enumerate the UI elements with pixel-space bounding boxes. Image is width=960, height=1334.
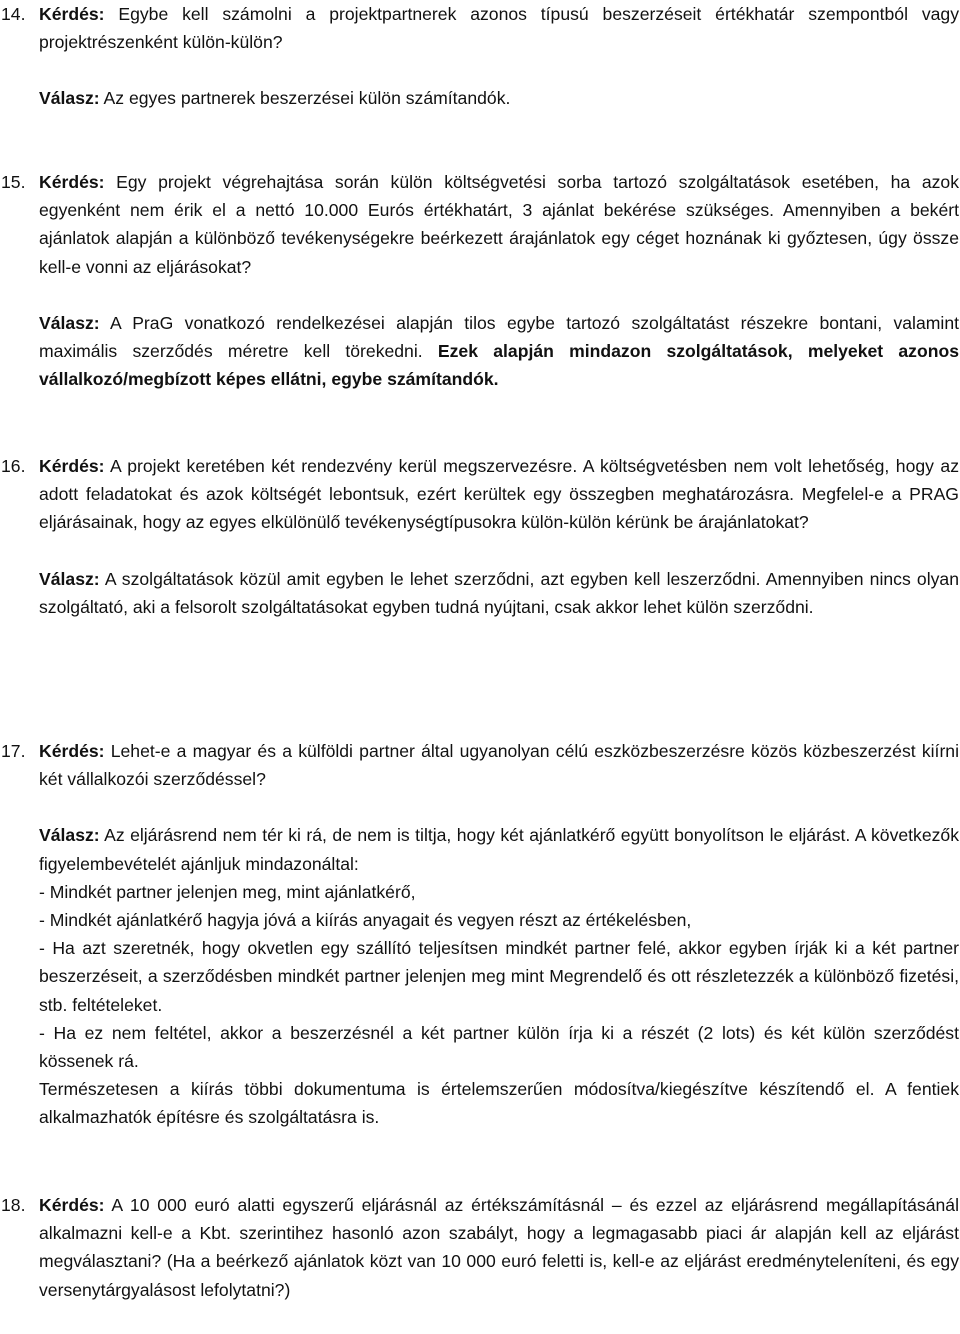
question-label: Kérdés:	[39, 172, 105, 192]
question-text: A projekt keretében két rendezvény kerül megszervezésre. A költségvetésben nem volt lehetőség, hogy az adott feladatokat és azok költségét lebontsuk, ezért kerültek egy összegben meghatározásra. Megfelel-e a PRAG eljárásainak, hogy az egyes elkülönülő tevékenységtípusokra külön-külön kérünk be árajánlatokat?	[39, 456, 959, 533]
qa-item-18	[0, 1191, 960, 1304]
item-number: 14.	[1, 4, 26, 24]
qa-item-14	[0, 0, 960, 113]
answer-bold-text: Ezek alapján mindazon szolgáltatások, melyeket azonos vállalkozó/megbízott képes ellátni, egybe számítandók.	[39, 341, 959, 390]
qa-item-15	[0, 168, 960, 393]
question	[39, 737, 959, 793]
answer-label: Válasz:	[39, 312, 100, 333]
answer	[39, 309, 959, 394]
item-number: 18.	[1, 1195, 26, 1215]
item-number: 17.	[1, 741, 26, 761]
answer	[39, 821, 959, 877]
answer-text: Az eljárásrend nem tér ki rá, de nem is tiltja, hogy két ajánlatkérő együtt bonyolítson le eljárást. A következők figyelembevételét ajánljuk mindazonáltal:	[39, 825, 959, 874]
question-label: Kérdés:	[39, 456, 105, 476]
answer-label: Válasz:	[39, 568, 100, 589]
answer-label: Válasz:	[39, 88, 100, 109]
question-label: Kérdés:	[39, 741, 105, 761]
question-text: Lehet-e a magyar és a külföldi partner által ugyanolyan célú eszközbeszerzésre közös közbeszerzést kiírni két vállalkozói szerződéssel?	[39, 741, 959, 790]
answer-line: Természetesen a kiírás többi dokumentuma is értelemszerűen módosítva/kiegészítve készítendő el. A fentiek alkalmazhatók építésre és szolgáltatásra is.	[39, 1079, 959, 1128]
answer-line: - Ha ez nem feltétel, akkor a beszerzésnél a két partner külön írja ki a részét (2 lots) és két külön szerződést kössenek rá.	[39, 1022, 959, 1072]
question-text: A 10 000 euró alatti egyszerű eljárásnál az értékszámításnál – és ezzel az eljárásrend megállapításánál alkalmazni kell-e a Kbt. szerintihez hasonló azon szabályt, hogy a legmagasabb piaci ár alapján kell az eljárást megválasztani? (Ha a beérkező ajánlatok közt van 10 000 euró feletti is, kell-e az eljárást eredményteleníteni, és egy versenytárgyalásost lefolytatni?)	[39, 1195, 959, 1300]
answer-text: Az egyes partnerek beszerzései külön számítandók.	[99, 88, 511, 109]
qa-item-16	[0, 452, 960, 621]
item-number: 15.	[1, 172, 26, 192]
answer-line: - Mindkét ajánlatkérő hagyja jóvá a kiírás anyagait és vegyen részt az értékelésben,	[39, 910, 692, 931]
question-label: Kérdés:	[39, 1195, 105, 1215]
question	[39, 1191, 959, 1304]
question	[39, 168, 959, 281]
question-text: Egybe kell számolni a projektpartnerek azonos típusú beszerzéseit értékhatár szempontból vagy projektrészenként külön-külön?	[39, 4, 959, 53]
question	[39, 0, 959, 56]
question-label: Kérdés:	[39, 4, 105, 24]
answer-line: - Mindkét partner jelenjen meg, mint ajánlatkérő,	[39, 881, 416, 902]
question	[39, 452, 959, 537]
answer	[39, 84, 959, 112]
qa-item-17	[0, 737, 960, 1132]
answer-text: A szolgáltatások közül amit egyben le lehet szerződni, azt egyben kell leszerződni. Amennyiben nincs olyan szolgáltató, aki a felsorolt szolgáltatásokat egyben tudná nyújtani, csak akkor lehet külön szerződni.	[39, 568, 959, 617]
item-number: 16.	[1, 456, 26, 476]
answer-label: Válasz:	[39, 825, 100, 846]
question-text: Egy projekt végrehajtása során külön költségvetési sorba tartozó szolgáltatások esetében, ha azok egyenként nem érik el a nettó 10.000 Eurós értékhatárt, 3 ajánlat bekérése szükséges. Amennyiben a bekért ajánlatok alapján a különböző tevékenységekre beérkezett árajánlatok egy céget hoznának ki győztesen, úgy össze kell-e vonni az eljárásokat?	[39, 172, 959, 277]
answer-text: A PraG vonatkozó rendelkezései alapján tilos egybe tartozó szolgáltatást részekre bontani, valamint maximális szerződés méretre kell törekedni.	[39, 312, 959, 362]
answer	[39, 565, 959, 621]
answer-line: - Ha azt szeretnék, hogy okvetlen egy szállító teljesítsen mindkét partner felé, akkor egyben írják ki a két partner beszerzéseit, a szerződésben mindkét partner jelenjen meg mint Megrendelő és ott részletezzék a különböző fizetési, stb. feltételeket.	[39, 938, 959, 1015]
